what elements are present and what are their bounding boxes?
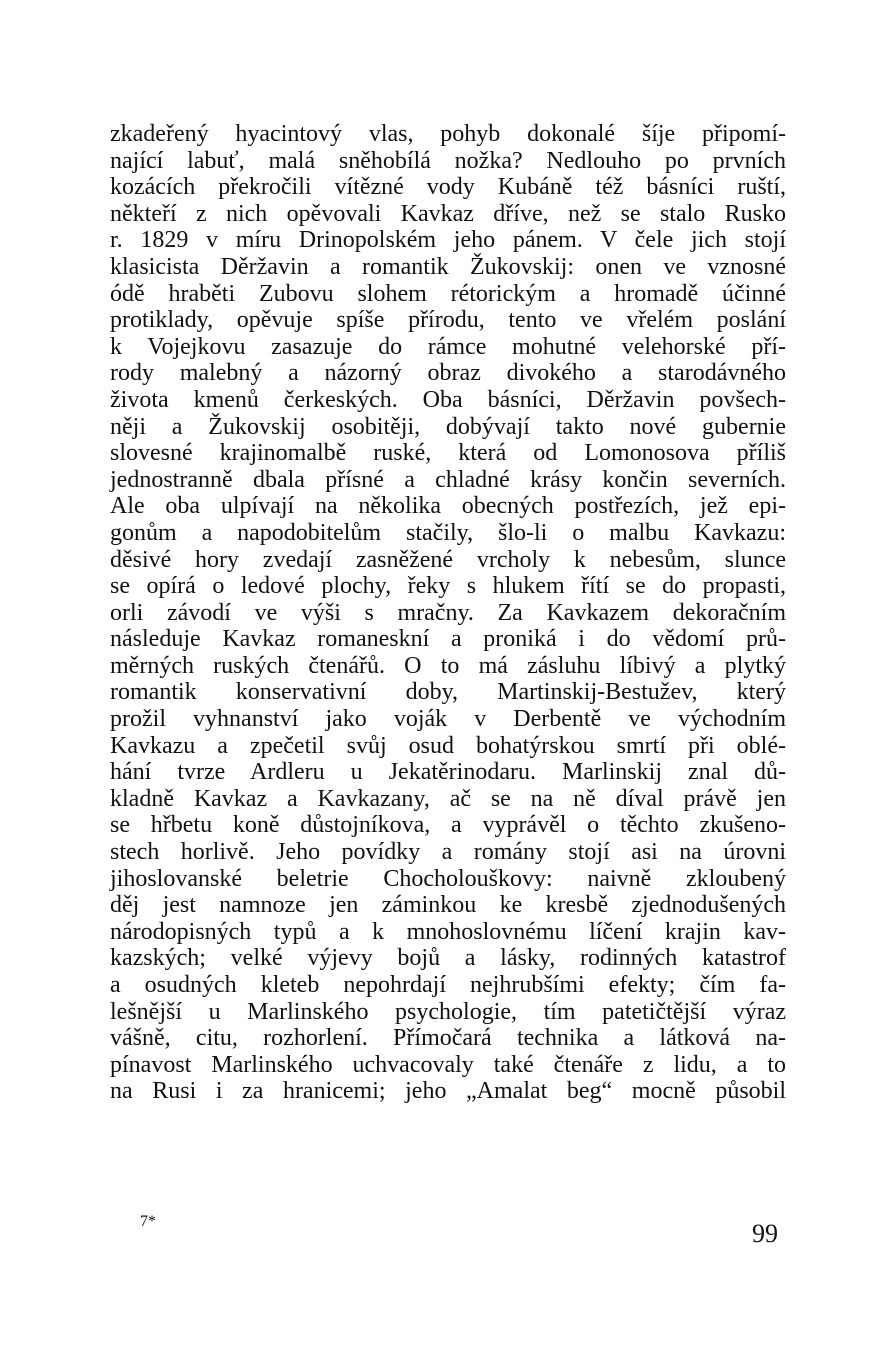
text-line: nající labuť, malá sněhobílá nožka? Nedlouho po prvních: [110, 147, 786, 174]
text-line: následuje Kavkaz romaneskní a proniká i do vědomí prů-: [110, 626, 786, 653]
text-line: pínavost Marlinského uchvacovaly také čtenáře z lidu, a to: [110, 1051, 786, 1078]
text-line: k Vojejkovu zasazuje do rámce mohutné velehorské pří-: [110, 333, 786, 360]
text-line: Ale oba ulpívají na několika obecných postřezích, jež epi-: [110, 493, 786, 520]
text-line: slovesné krajinomalbě ruské, která od Lomonosova příliš: [110, 440, 786, 467]
text-line: romantik konservativní doby, Martinskij-Bestužev, který: [110, 679, 786, 706]
text-line: a osudných kleteb nepohrdají nejhrubšími efekty; čím fa-: [110, 972, 786, 998]
text-line: hání tvrze Ardleru u Jekatěrinodaru. Marlinskij znal dů-: [110, 759, 786, 786]
text-line: něji a Žukovskij osobitěji, dobývají takto nové gubernie: [110, 413, 786, 440]
body-text: [110, 121, 786, 1105]
text-line: měrných ruských čtenářů. O to má zásluhu líbivý a plytký: [110, 652, 786, 679]
text-line: r. 1829 v míru Drinopolském jeho pánem. V čele jich stojí: [110, 227, 786, 254]
text-line: orli závodí ve výši s mračny. Za Kavkazem dekoračním: [110, 599, 786, 626]
text-line: vášně, citu, rozhorlení. Přímočará technika a látková na-: [110, 1025, 786, 1052]
text-line: kazských; velké výjevy bojů a lásky, rodinných katastrof: [110, 945, 786, 972]
text-line: kozácích překročili vítězné vody Kubáně též básníci ruští,: [110, 174, 786, 201]
text-line: se opírá o ledové plochy, řeky s hlukem řítí se do propasti,: [110, 573, 786, 600]
text-line: protiklady, opěvuje spíše přírodu, tento ve vřelém poslání: [110, 307, 786, 334]
text-line: lešnější u Marlinského psychologie, tím patetičtější výraz: [110, 998, 786, 1025]
text-line: někteří z nich opěvovali Kavkaz dříve, než se stalo Rusko: [110, 200, 786, 227]
text-line: ódě hraběti Zubovu slohem rétorickým a hromadě účinné: [110, 280, 786, 307]
text-line: děsivé hory zvedají zasněžené vrcholy k nebesům, slunce: [110, 546, 786, 573]
text-line: kladně Kavkaz a Kavkazany, ač se na ně díval právě jen: [110, 785, 786, 812]
text-line: stech horlivě. Jeho povídky a romány stojí asi na úrovni: [110, 839, 786, 866]
text-line: života kmenů čerkeských. Oba básníci, Děržavin povšech-: [110, 386, 786, 413]
text-line: Kavkazu a zpečetil svůj osud bohatýrskou smrtí při oblé-: [110, 732, 786, 759]
page-number: 99: [752, 1219, 778, 1248]
text-line: prožil vyhnanství jako voják v Derbentě ve východním: [110, 706, 786, 733]
text-line: jihoslovanské beletrie Chocholouškovy: naivně zkloubený: [110, 865, 786, 892]
text-line: rody malebný a názorný obraz divokého a starodávného: [110, 360, 786, 387]
text-line: klasicista Děržavin a romantik Žukovskij: onen ve vznosné: [110, 253, 786, 280]
text-line: na Rusi i za hranicemi; jeho „Amalat beg“ mocně působil: [110, 1078, 786, 1105]
text-line: národopisných typů a k mnohoslovnému líčení krajin kav-: [110, 918, 786, 945]
text-line: zkadeřený hyacintový vlas, pohyb dokonalé šíje připomí-: [110, 121, 786, 147]
signature-mark: 7*: [140, 1213, 156, 1230]
text-line: se hřbetu koně důstojníkova, a vyprávěl o těchto zkušeno-: [110, 812, 786, 839]
text-line: děj jest namnoze jen záminkou ke kresbě zjednodušených: [110, 892, 786, 919]
text-line: gonům a napodobitelům stačily, šlo-li o malbu Kavkazu:: [110, 519, 786, 546]
text-line: jednostranně dbala přísné a chladné krásy končin severních.: [110, 466, 786, 493]
